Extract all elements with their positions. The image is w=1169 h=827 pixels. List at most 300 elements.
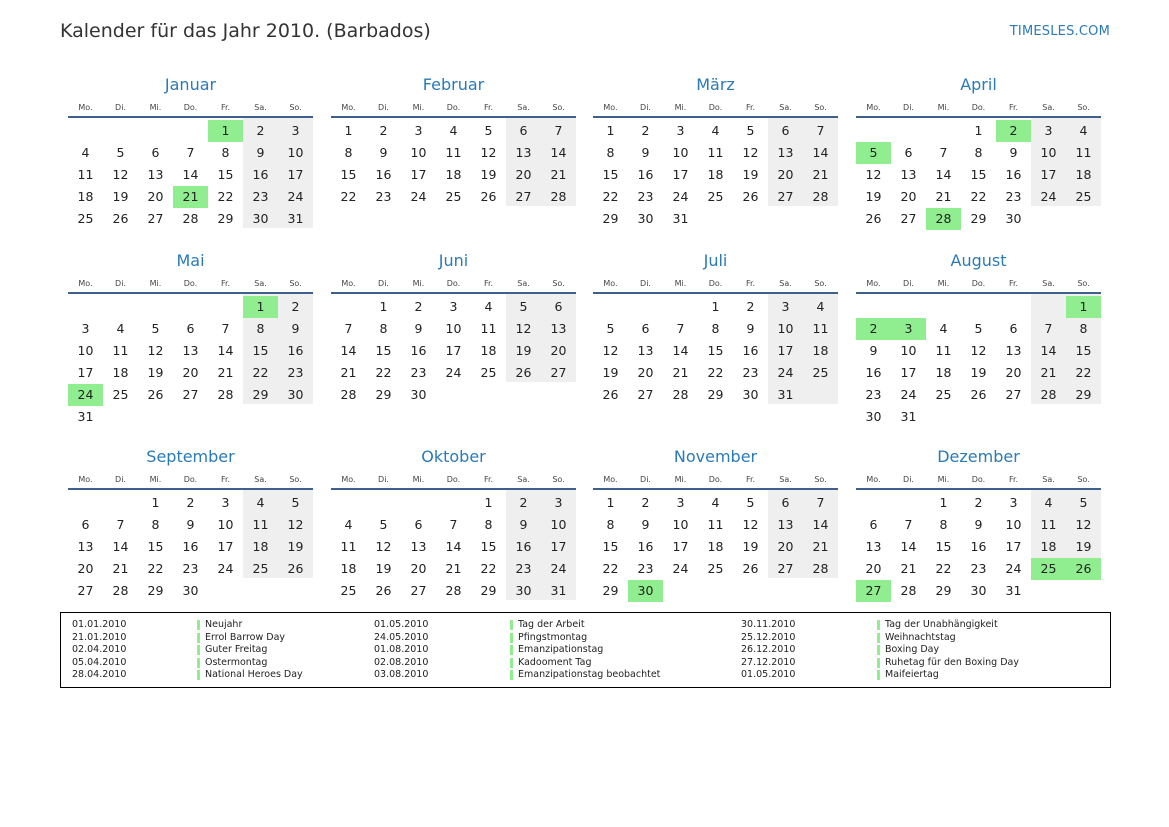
- day-cell: 22: [935, 561, 952, 576]
- holiday-day-cell: 5: [856, 142, 891, 164]
- day-cell: 27: [777, 561, 794, 576]
- day-cell: 27: [550, 365, 567, 380]
- weekday-label: So.: [814, 475, 827, 484]
- day-cell: 20: [550, 343, 567, 358]
- weekday-label: Do.: [971, 475, 986, 484]
- day-cell: 20: [777, 539, 794, 554]
- weekday-label: Di.: [378, 279, 389, 288]
- day-cell: 21: [112, 561, 129, 576]
- legend-holiday-marker: [197, 645, 200, 655]
- day-cell: 14: [1040, 343, 1057, 358]
- day-cell: 21: [445, 561, 462, 576]
- day-cell: 3: [676, 495, 685, 510]
- weekday-label: Fr.: [220, 475, 231, 484]
- day-cell: 21: [1040, 365, 1057, 380]
- weekday-label: Sa.: [254, 475, 267, 484]
- day-cell: 15: [602, 167, 619, 182]
- day-cell: 5: [116, 145, 125, 160]
- day-cell: 2: [379, 123, 388, 138]
- legend-date: 26.12.2010: [741, 644, 796, 655]
- day-cell: 6: [186, 321, 195, 336]
- weekday-label: Do.: [708, 475, 723, 484]
- weekday-header: [856, 475, 1101, 487]
- day-cell: 5: [151, 321, 160, 336]
- weekday-label: So.: [1077, 475, 1090, 484]
- day-cell: 10: [410, 145, 427, 160]
- legend-holiday-name: Guter Freitag: [205, 644, 268, 655]
- legend-holiday-marker: [877, 620, 880, 630]
- day-cell: 17: [550, 539, 567, 554]
- day-cell: 7: [221, 321, 230, 336]
- month-title: April: [960, 75, 997, 94]
- weekday-label: Mo.: [603, 279, 618, 288]
- day-cell: 11: [707, 517, 724, 532]
- legend-holiday-name: Ostermontag: [205, 656, 268, 668]
- day-cell: 3: [449, 299, 458, 314]
- day-cell: 19: [287, 539, 304, 554]
- legend-holiday-marker: [510, 658, 513, 668]
- day-cell: 29: [1075, 387, 1092, 402]
- legend-holiday-name: Emanzipationstag beobachtet: [518, 669, 661, 680]
- month-title: März: [696, 75, 735, 94]
- weekday-label: Mi.: [674, 103, 687, 112]
- day-cell: 21: [812, 539, 829, 554]
- day-cell: 28: [672, 387, 689, 402]
- legend-holiday-name: Pfingstmontag: [518, 631, 588, 643]
- day-cell: 15: [480, 539, 497, 554]
- day-cell: 14: [217, 343, 234, 358]
- day-cell: 23: [515, 561, 532, 576]
- day-cell: 18: [252, 539, 269, 554]
- day-cell: 10: [445, 321, 462, 336]
- day-cell: 22: [480, 561, 497, 576]
- weekday-label: Do.: [446, 475, 461, 484]
- day-cell: 3: [676, 123, 685, 138]
- day-cell: 11: [252, 517, 269, 532]
- day-cell: 27: [637, 387, 654, 402]
- day-cell: 15: [340, 167, 357, 182]
- day-cell: 1: [606, 123, 615, 138]
- month-title: Februar: [422, 75, 485, 94]
- day-cell: 10: [777, 321, 794, 336]
- day-cell: 15: [707, 343, 724, 358]
- day-cell: 19: [515, 343, 532, 358]
- day-cell: 5: [484, 123, 493, 138]
- day-cell: 30: [410, 387, 427, 402]
- legend-date: 30.11.2010: [741, 619, 796, 630]
- weekday-label: Do.: [183, 475, 198, 484]
- day-cell: 4: [816, 299, 825, 314]
- day-cell: 11: [1075, 145, 1092, 160]
- day-cell: 30: [515, 583, 532, 598]
- day-cell: 4: [939, 321, 948, 336]
- day-cell: 29: [217, 211, 234, 226]
- weekday-label: Mi.: [149, 279, 162, 288]
- weekday-label: Do.: [446, 279, 461, 288]
- day-cell: 6: [151, 145, 160, 160]
- day-cell: 4: [449, 123, 458, 138]
- day-cell: 16: [410, 343, 427, 358]
- day-cell: 16: [375, 167, 392, 182]
- weekday-label: Mi.: [412, 279, 425, 288]
- day-cell: 2: [519, 495, 528, 510]
- day-cell: 20: [777, 167, 794, 182]
- legend-holiday-name: Ruhetag für den Boxing Day: [885, 656, 1019, 668]
- weekday-label: Sa.: [517, 103, 530, 112]
- weekday-label: Fr.: [483, 279, 494, 288]
- holiday-day-cell: 25: [1031, 558, 1066, 580]
- holiday-legend: [60, 612, 1111, 688]
- weekday-header: [593, 475, 838, 487]
- weekday-label: Mi.: [674, 475, 687, 484]
- day-cell: 8: [256, 321, 265, 336]
- day-cell: 28: [812, 189, 829, 204]
- weekday-label: Di.: [378, 475, 389, 484]
- day-cell: 13: [77, 539, 94, 554]
- day-cell: 9: [746, 321, 755, 336]
- day-cell: 31: [672, 211, 689, 226]
- weekday-label: Do.: [708, 103, 723, 112]
- weekday-label: Sa.: [1042, 475, 1055, 484]
- day-cell: 27: [182, 387, 199, 402]
- day-cell: 24: [1005, 561, 1022, 576]
- legend-holiday-marker: [877, 670, 880, 680]
- day-cell: 9: [291, 321, 300, 336]
- day-cell: 20: [77, 561, 94, 576]
- day-cell: 10: [1040, 145, 1057, 160]
- holiday-day-cell: 1: [1066, 296, 1101, 318]
- day-cell: 19: [1075, 539, 1092, 554]
- day-cell: 19: [970, 365, 987, 380]
- day-cell: 25: [812, 365, 829, 380]
- legend-holiday-marker: [197, 633, 200, 643]
- day-cell: 29: [602, 583, 619, 598]
- day-cell: 1: [711, 299, 720, 314]
- weekday-label: Do.: [971, 103, 986, 112]
- day-cell: 12: [865, 167, 882, 182]
- day-cell: 18: [935, 365, 952, 380]
- weekday-label: Di.: [640, 103, 651, 112]
- day-cell: 11: [340, 539, 357, 554]
- day-cell: 11: [707, 145, 724, 160]
- day-cell: 26: [602, 387, 619, 402]
- holiday-day-cell: 1: [243, 296, 278, 318]
- day-cell: 22: [1075, 365, 1092, 380]
- weekday-label: Mo.: [866, 475, 881, 484]
- day-cell: 20: [515, 167, 532, 182]
- day-cell: 23: [252, 189, 269, 204]
- day-cell: 13: [865, 539, 882, 554]
- day-cell: 11: [935, 343, 952, 358]
- day-cell: 11: [445, 145, 462, 160]
- weekday-label: Sa.: [254, 103, 267, 112]
- day-cell: 15: [602, 539, 619, 554]
- weekday-label: Mo.: [603, 103, 618, 112]
- day-cell: 29: [602, 211, 619, 226]
- day-cell: 9: [641, 517, 650, 532]
- legend-holiday-name: Boxing Day: [885, 644, 940, 655]
- day-cell: 19: [147, 365, 164, 380]
- weekday-label: Mo.: [603, 475, 618, 484]
- holiday-day-cell: 30: [628, 580, 663, 602]
- day-cell: 18: [1040, 539, 1057, 554]
- month-title: August: [950, 251, 1007, 270]
- day-cell: 7: [904, 517, 913, 532]
- day-cell: 12: [602, 343, 619, 358]
- day-cell: 30: [1005, 211, 1022, 226]
- day-cell: 12: [1075, 517, 1092, 532]
- day-cell: 15: [217, 167, 234, 182]
- legend-holiday-marker: [510, 620, 513, 630]
- holiday-day-cell: 21: [173, 186, 208, 208]
- weekday-label: Fr.: [1008, 279, 1019, 288]
- day-cell: 5: [606, 321, 615, 336]
- day-cell: 17: [287, 167, 304, 182]
- month-title: November: [673, 447, 758, 466]
- legend-date: 27.12.2010: [741, 656, 796, 668]
- day-cell: 6: [1009, 321, 1018, 336]
- weekday-label: Mi.: [412, 475, 425, 484]
- day-cell: 27: [410, 583, 427, 598]
- weekday-label: So.: [1077, 279, 1090, 288]
- day-cell: 2: [186, 495, 195, 510]
- day-cell: 14: [672, 343, 689, 358]
- month-title: Juli: [703, 251, 728, 270]
- day-cell: 18: [1075, 167, 1092, 182]
- day-cell: 23: [410, 365, 427, 380]
- day-cell: 5: [1079, 495, 1088, 510]
- day-cell: 30: [742, 387, 759, 402]
- day-cell: 16: [515, 539, 532, 554]
- day-cell: 24: [672, 189, 689, 204]
- day-cell: 5: [519, 299, 528, 314]
- day-cell: 4: [711, 123, 720, 138]
- day-cell: 5: [746, 495, 755, 510]
- day-cell: 17: [77, 365, 94, 380]
- weekday-label: So.: [1077, 103, 1090, 112]
- weekday-label: Mi.: [674, 279, 687, 288]
- day-cell: 4: [116, 321, 125, 336]
- day-cell: 22: [375, 365, 392, 380]
- day-cell: 18: [77, 189, 94, 204]
- day-cell: 28: [182, 211, 199, 226]
- holiday-day-cell: 2: [856, 318, 891, 340]
- day-cell: 12: [515, 321, 532, 336]
- day-cell: 24: [410, 189, 427, 204]
- weekday-label: Fr.: [483, 103, 494, 112]
- day-cell: 22: [217, 189, 234, 204]
- weekday-label: Di.: [115, 279, 126, 288]
- day-cell: 23: [1005, 189, 1022, 204]
- day-cell: 11: [112, 343, 129, 358]
- day-cell: 23: [970, 561, 987, 576]
- day-cell: 10: [77, 343, 94, 358]
- legend-holiday-name: Maifeiertag: [885, 669, 939, 680]
- holiday-day-cell: 26: [1066, 558, 1101, 580]
- day-cell: 25: [112, 387, 129, 402]
- legend-holiday-marker: [510, 633, 513, 643]
- day-cell: 9: [519, 517, 528, 532]
- day-cell: 4: [344, 517, 353, 532]
- day-cell: 2: [291, 299, 300, 314]
- day-cell: 22: [707, 365, 724, 380]
- month-title: Juni: [438, 251, 469, 270]
- day-cell: 1: [974, 123, 983, 138]
- weekday-label: Mo.: [78, 475, 93, 484]
- day-cell: 28: [550, 189, 567, 204]
- day-cell: 15: [970, 167, 987, 182]
- day-cell: 10: [672, 145, 689, 160]
- day-cell: 31: [287, 211, 304, 226]
- day-cell: 16: [252, 167, 269, 182]
- day-cell: 23: [637, 189, 654, 204]
- day-cell: 24: [672, 561, 689, 576]
- day-cell: 19: [602, 365, 619, 380]
- day-cell: 25: [340, 583, 357, 598]
- day-cell: 27: [1005, 387, 1022, 402]
- day-cell: 30: [970, 583, 987, 598]
- day-cell: 18: [707, 167, 724, 182]
- weekday-label: Di.: [378, 103, 389, 112]
- day-cell: 31: [77, 409, 94, 424]
- day-cell: 21: [217, 365, 234, 380]
- legend-date: 03.08.2010: [374, 669, 429, 680]
- day-cell: 9: [414, 321, 423, 336]
- day-cell: 25: [480, 365, 497, 380]
- day-cell: 8: [606, 517, 615, 532]
- weekday-label: Mi.: [937, 103, 950, 112]
- day-cell: 20: [900, 189, 917, 204]
- day-cell: 20: [637, 365, 654, 380]
- day-cell: 28: [1040, 387, 1057, 402]
- day-cell: 14: [112, 539, 129, 554]
- day-cell: 13: [147, 167, 164, 182]
- day-cell: 14: [935, 167, 952, 182]
- day-cell: 8: [379, 321, 388, 336]
- day-cell: 29: [147, 583, 164, 598]
- weekday-header: [68, 475, 313, 487]
- day-cell: 27: [147, 211, 164, 226]
- day-cell: 21: [812, 167, 829, 182]
- day-cell: 8: [974, 145, 983, 160]
- day-cell: 23: [742, 365, 759, 380]
- weekday-label: Mo.: [341, 279, 356, 288]
- legend-holiday-name: Tag der Arbeit: [518, 619, 585, 630]
- day-cell: 12: [480, 145, 497, 160]
- day-cell: 26: [147, 387, 164, 402]
- day-cell: 10: [900, 343, 917, 358]
- day-cell: 17: [1005, 539, 1022, 554]
- day-cell: 13: [550, 321, 567, 336]
- day-cell: 9: [641, 145, 650, 160]
- day-cell: 22: [970, 189, 987, 204]
- day-cell: 9: [379, 145, 388, 160]
- legend-holiday-name: Tag der Unabhängigkeit: [885, 619, 998, 630]
- weekday-label: Di.: [640, 279, 651, 288]
- day-cell: 24: [777, 365, 794, 380]
- day-cell: 17: [217, 539, 234, 554]
- weekday-label: Fr.: [483, 475, 494, 484]
- day-cell: 13: [182, 343, 199, 358]
- weekday-label: So.: [289, 279, 302, 288]
- legend-date: 01.01.2010: [72, 619, 127, 630]
- weekday-label: Di.: [903, 475, 914, 484]
- weekday-header: [856, 103, 1101, 115]
- brand-link[interactable]: TIMESLES.COM: [1009, 24, 1110, 39]
- day-cell: 16: [637, 167, 654, 182]
- legend-holiday-marker: [197, 620, 200, 630]
- legend-date: 01.05.2010: [741, 669, 796, 680]
- day-cell: 22: [147, 561, 164, 576]
- weekday-label: Mo.: [341, 103, 356, 112]
- day-cell: 19: [742, 539, 759, 554]
- legend-date: 01.08.2010: [374, 644, 429, 655]
- day-cell: 11: [1040, 517, 1057, 532]
- day-cell: 25: [252, 561, 269, 576]
- day-cell: 31: [1005, 583, 1022, 598]
- day-cell: 16: [742, 343, 759, 358]
- day-cell: 13: [1005, 343, 1022, 358]
- legend-date: 05.04.2010: [72, 656, 127, 668]
- legend-date: 21.01.2010: [72, 631, 127, 643]
- day-cell: 20: [147, 189, 164, 204]
- day-cell: 6: [781, 495, 790, 510]
- day-cell: 23: [637, 561, 654, 576]
- weekday-label: So.: [289, 475, 302, 484]
- day-cell: 7: [449, 517, 458, 532]
- weekday-label: Do.: [971, 279, 986, 288]
- weekday-label: Fr.: [1008, 475, 1019, 484]
- day-cell: 7: [1044, 321, 1053, 336]
- day-cell: 17: [410, 167, 427, 182]
- day-cell: 25: [707, 189, 724, 204]
- month-title: Oktober: [421, 447, 486, 466]
- day-cell: 17: [445, 343, 462, 358]
- day-cell: 8: [711, 321, 720, 336]
- weekday-label: Mi.: [149, 103, 162, 112]
- day-cell: 18: [340, 561, 357, 576]
- legend-date: 02.08.2010: [374, 656, 429, 668]
- weekday-header: [593, 103, 838, 115]
- weekday-label: Mo.: [78, 279, 93, 288]
- day-cell: 12: [287, 517, 304, 532]
- day-cell: 19: [112, 189, 129, 204]
- legend-holiday-marker: [877, 633, 880, 643]
- weekday-label: Sa.: [1042, 279, 1055, 288]
- weekday-label: Do.: [446, 103, 461, 112]
- day-cell: 19: [375, 561, 392, 576]
- weekday-label: Sa.: [1042, 103, 1055, 112]
- day-cell: 25: [445, 189, 462, 204]
- day-cell: 29: [935, 583, 952, 598]
- day-cell: 6: [519, 123, 528, 138]
- day-cell: 29: [480, 583, 497, 598]
- weekday-label: Sa.: [779, 475, 792, 484]
- day-cell: 26: [742, 561, 759, 576]
- day-cell: 12: [375, 539, 392, 554]
- legend-date: 02.04.2010: [72, 644, 127, 655]
- day-cell: 8: [344, 145, 353, 160]
- day-cell: 13: [900, 167, 917, 182]
- day-cell: 29: [970, 211, 987, 226]
- day-cell: 12: [742, 517, 759, 532]
- day-cell: 4: [81, 145, 90, 160]
- weekday-label: Mi.: [937, 475, 950, 484]
- legend-holiday-name: National Heroes Day: [205, 669, 303, 680]
- day-cell: 15: [1075, 343, 1092, 358]
- day-cell: 17: [672, 167, 689, 182]
- legend-holiday-name: Emanzipationstag: [518, 644, 604, 655]
